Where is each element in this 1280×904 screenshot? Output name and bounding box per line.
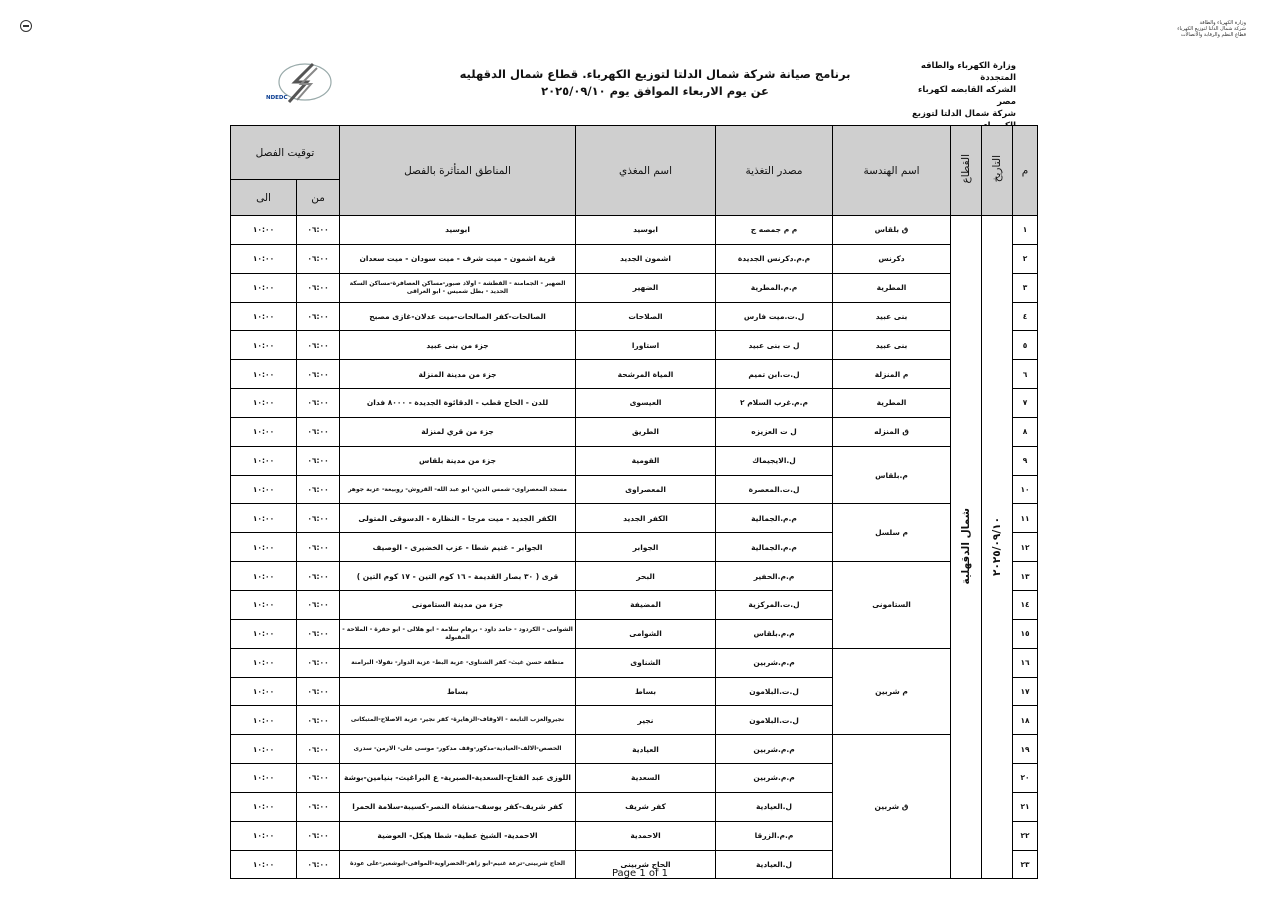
source-cell: م.م.الجمالية: [716, 533, 833, 562]
source-cell: م.م.بلقاس: [716, 619, 833, 648]
time-to-cell: ١٠:٠٠: [231, 389, 297, 418]
time-from-cell: ٠٦:٠٠: [297, 562, 340, 591]
page-footer: Page 1 of 1: [611, 868, 669, 879]
row-index: ١٢: [1013, 533, 1038, 562]
logo-text: NDEDC: [266, 95, 288, 101]
tiny-line: قطاع النظم والرقابة والاتصالات: [1180, 32, 1246, 38]
row-index: ٢٢: [1013, 821, 1038, 850]
time-from-cell: ٠٦:٠٠: [297, 273, 340, 302]
source-cell: م.م.شربين: [716, 648, 833, 677]
time-from-cell: ٠٦:٠٠: [297, 764, 340, 793]
areas-cell: الشوامى - الكردود - حامد داود - برهام سلامة - ابو هلالى - ابو حقرة - الملاحة - المقبولة: [340, 619, 576, 648]
circle-logo-icon: [20, 20, 32, 32]
row-index: ٢٠: [1013, 764, 1038, 793]
table-row: [231, 648, 1038, 677]
areas-cell: الضهير - الجمامنة - القطشة - اولاد صبور-مساكن العصافرة-مساكن السكة الحديد - بطل شميس - ابو العراقى: [340, 273, 576, 302]
time-to-cell: ١٠:٠٠: [231, 850, 297, 879]
time-from-cell: ٠٦:٠٠: [297, 648, 340, 677]
time-from-cell: ٠٦:٠٠: [297, 244, 340, 273]
feeder-cell: الكفر الجديد: [576, 504, 716, 533]
table-row: [231, 446, 1038, 475]
time-to-cell: ١٠:٠٠: [231, 706, 297, 735]
table-row: [231, 302, 1038, 331]
time-to-cell: ١٠:٠٠: [231, 475, 297, 504]
feeder-cell: المياة المرشحة: [576, 360, 716, 389]
date-value: ٢٠٢٥/٠٩/١٠: [991, 516, 1004, 576]
table-row: [231, 273, 1038, 302]
org-line: وزارة الكهرباء والطاقه المتجددة: [920, 61, 1016, 83]
time-from-cell: ٠٦:٠٠: [297, 706, 340, 735]
source-cell: م.م.الزرقا: [716, 821, 833, 850]
table-row: [231, 244, 1038, 273]
time-to-cell: ١٠:٠٠: [231, 619, 297, 648]
maintenance-schedule-table: [230, 125, 1038, 879]
feeder-cell: ابوسيد: [576, 216, 716, 245]
areas-cell: نجيروالعزب التابعة - الاوقاف-الزهايرة- كفر نجير- عزبة الاصلاح-المتبكانى: [340, 706, 576, 735]
areas-cell: بساط: [340, 677, 576, 706]
time-to-cell: ١٠:٠٠: [231, 562, 297, 591]
engineering-cell: م سلسل: [833, 504, 951, 562]
table-row: [231, 389, 1038, 418]
header-sector: القطاع: [951, 126, 982, 216]
row-index: ١٩: [1013, 735, 1038, 764]
areas-cell: مسجد المعصراوى- شمس الدين- ابو عبد الله- القروش- روبيعة- عزبة جوهر: [340, 475, 576, 504]
engineering-cell: المطرية: [833, 273, 951, 302]
areas-cell: قرية اشمون - ميت شرف - ميت سودان - ميت سعدان: [340, 244, 576, 273]
header-from: من: [297, 180, 340, 216]
source-cell: ل.ت.ميت فارس: [716, 302, 833, 331]
engineering-cell: بنى عبيد: [833, 302, 951, 331]
time-to-cell: ١٠:٠٠: [231, 590, 297, 619]
time-from-cell: ٠٦:٠٠: [297, 619, 340, 648]
row-index: ١٠: [1013, 475, 1038, 504]
areas-cell: كفر شريف-كفر يوسف-منشاة النصر-كسيبة-سلامة الحمرا: [340, 792, 576, 821]
org-line: شركة شمال الدلتا لتوزيع: [912, 109, 1016, 119]
time-from-cell: ٠٦:٠٠: [297, 417, 340, 446]
source-cell: ل ت بنى عبيد: [716, 331, 833, 360]
row-index: ١١: [1013, 504, 1038, 533]
feeder-cell: القومية: [576, 446, 716, 475]
time-to-cell: ١٠:٠٠: [231, 533, 297, 562]
source-cell: ل.العيادية: [716, 850, 833, 879]
areas-cell: للدن - الحاج قطب - الدقائوة الجديدة - ٨٠٠٠ فدان: [340, 389, 576, 418]
areas-cell: جزء من مدينة المنزلة: [340, 360, 576, 389]
feeder-cell: الطريق: [576, 417, 716, 446]
table-row: [231, 562, 1038, 591]
feeder-cell: البحر: [576, 562, 716, 591]
feeder-cell: المعصراوى: [576, 475, 716, 504]
organization-header: [898, 60, 1016, 132]
feeder-cell: بساط: [576, 677, 716, 706]
source-cell: ل ت العزيزه: [716, 417, 833, 446]
time-to-cell: ١٠:٠٠: [231, 216, 297, 245]
row-index: ١: [1013, 216, 1038, 245]
title-line-2: عن يوم الاربعاء الموافق يوم ٢٠٢٥/٠٩/١٠: [541, 84, 769, 98]
time-to-cell: ١٠:٠٠: [231, 821, 297, 850]
areas-cell: الحاج شربينى-ترعة غنيم-ابو زاهر-الخضراوية-الموافى-ابوشعير-على عودة: [340, 850, 576, 879]
feeder-cell: الجوابر: [576, 533, 716, 562]
source-cell: م.م.دكرنس الجديدة: [716, 244, 833, 273]
time-from-cell: ٠٦:٠٠: [297, 389, 340, 418]
table-row: [231, 360, 1038, 389]
time-from-cell: ٠٦:٠٠: [297, 504, 340, 533]
row-index: ١٥: [1013, 619, 1038, 648]
time-from-cell: ٠٦:٠٠: [297, 302, 340, 331]
time-to-cell: ١٠:٠٠: [231, 331, 297, 360]
engineering-cell: دكرنس: [833, 244, 951, 273]
time-from-cell: ٠٦:٠٠: [297, 331, 340, 360]
time-from-cell: ٠٦:٠٠: [297, 850, 340, 879]
areas-cell: الاحمدية- الشيخ عطية- شطا هيكل- العوضية: [340, 821, 576, 850]
source-cell: م.م.الجمالية: [716, 504, 833, 533]
header-engineering: اسم الهندسة: [833, 126, 951, 216]
engineering-cell: ق شربين: [833, 735, 951, 879]
areas-cell: جزء من مدينة بلقاس: [340, 446, 576, 475]
feeder-cell: السعدية: [576, 764, 716, 793]
engineering-cell: الستامونى: [833, 562, 951, 649]
ministry-small-header: [1156, 20, 1246, 38]
source-cell: ل.ت.المركزية: [716, 590, 833, 619]
time-from-cell: ٠٦:٠٠: [297, 821, 340, 850]
row-index: ١٦: [1013, 648, 1038, 677]
source-cell: م.م.شربين: [716, 735, 833, 764]
tiny-line: شركة شمال الدلتا لتوزيع الكهرباء: [1177, 26, 1246, 32]
source-cell: ل.ت.ابن تميم: [716, 360, 833, 389]
table-row: [231, 417, 1038, 446]
header-source: مصدر التغذية: [716, 126, 833, 216]
feeder-cell: الشوامى: [576, 619, 716, 648]
row-index: ٩: [1013, 446, 1038, 475]
time-from-cell: ٠٦:٠٠: [297, 735, 340, 764]
sector-cell: [951, 216, 982, 879]
engineering-cell: ق المنزله: [833, 417, 951, 446]
source-cell: ل.ت.البلامون: [716, 706, 833, 735]
row-index: ٤: [1013, 302, 1038, 331]
source-cell: ل.الايجيماك: [716, 446, 833, 475]
source-cell: م.م.غرب السلام ٢: [716, 389, 833, 418]
time-to-cell: ١٠:٠٠: [231, 446, 297, 475]
feeder-cell: العيادية: [576, 735, 716, 764]
areas-cell: الجوابر - غنيم شطا - عزب الخضيرى - الوصيف: [340, 533, 576, 562]
header-feeder: اسم المغذي: [576, 126, 716, 216]
engineering-cell: م المنزلة: [833, 360, 951, 389]
source-cell: ل.العيادية: [716, 792, 833, 821]
areas-cell: منطقة حسن غيث- كفر الشناوى- عزبة البط- عزبة الدوار- نقولا- البرامنة: [340, 648, 576, 677]
areas-cell: اللوزى عبد الفتاح-السعدية-الصبرية- ع البراغيث- بنيامين-بوشة: [340, 764, 576, 793]
row-index: ٢١: [1013, 792, 1038, 821]
time-to-cell: ١٠:٠٠: [231, 677, 297, 706]
time-to-cell: ١٠:٠٠: [231, 792, 297, 821]
areas-cell: قرى ( ٣٠ بصار القديمة - ١٦ كوم التين - ١٧ كوم التين ): [340, 562, 576, 591]
header-areas: المناطق المتأثرة بالفصل: [340, 126, 576, 216]
time-from-cell: ٠٦:٠٠: [297, 475, 340, 504]
sector-value: شمال الدقهلية: [960, 507, 973, 585]
time-to-cell: ١٠:٠٠: [231, 273, 297, 302]
row-index: ١٤: [1013, 590, 1038, 619]
time-from-cell: ٠٦:٠٠: [297, 792, 340, 821]
time-to-cell: ١٠:٠٠: [231, 417, 297, 446]
source-cell: م.م.الحفير: [716, 562, 833, 591]
feeder-cell: العيسوى: [576, 389, 716, 418]
areas-cell: الصالحات-كفر الصالحات-ميت عدلان-غازى مصبح: [340, 302, 576, 331]
feeder-cell: نجير: [576, 706, 716, 735]
row-index: ٣: [1013, 273, 1038, 302]
feeder-cell: الحاج شربينى: [576, 850, 716, 879]
row-index: ٥: [1013, 331, 1038, 360]
source-cell: ل.ت.المعصرة: [716, 475, 833, 504]
row-index: ٧: [1013, 389, 1038, 418]
feeder-cell: الاحمدية: [576, 821, 716, 850]
areas-cell: الكفر الجديد - ميت مرجا - النظارة - الدسوقى المتولى: [340, 504, 576, 533]
row-index: ٦: [1013, 360, 1038, 389]
engineering-cell: م شربين: [833, 648, 951, 735]
time-from-cell: ٠٦:٠٠: [297, 590, 340, 619]
document-title: [440, 66, 870, 100]
feeder-cell: الشناوى: [576, 648, 716, 677]
time-to-cell: ١٠:٠٠: [231, 504, 297, 533]
engineering-cell: المطرية: [833, 389, 951, 418]
time-to-cell: ١٠:٠٠: [231, 360, 297, 389]
areas-cell: جزء من قري لمنزلة: [340, 417, 576, 446]
time-to-cell: ١٠:٠٠: [231, 764, 297, 793]
header-time-group: توقيت الفصل: [231, 126, 340, 180]
feeder-cell: الضهير: [576, 273, 716, 302]
header-index: م: [1013, 126, 1038, 216]
row-index: ١٣: [1013, 562, 1038, 591]
source-cell: ل.ت.البلامون: [716, 677, 833, 706]
row-index: ٢٣: [1013, 850, 1038, 879]
title-line-1: برنامج صيانة شركة شمال الدلتا لتوزيع الكهرباء. قطاع شمال الدقهليه: [459, 67, 851, 81]
header-to: الى: [231, 180, 297, 216]
areas-cell: جزء من بنى عبيد: [340, 331, 576, 360]
row-index: ٨: [1013, 417, 1038, 446]
date-cell: [982, 216, 1013, 879]
time-from-cell: ٠٦:٠٠: [297, 446, 340, 475]
areas-cell: جزء من مدينة الستامونى: [340, 590, 576, 619]
table-row: [231, 216, 1038, 245]
time-to-cell: ١٠:٠٠: [231, 244, 297, 273]
row-index: ١٨: [1013, 706, 1038, 735]
time-to-cell: ١٠:٠٠: [231, 735, 297, 764]
areas-cell: ابوسيد: [340, 216, 576, 245]
time-to-cell: ١٠:٠٠: [231, 302, 297, 331]
feeder-cell: كفر شريف: [576, 792, 716, 821]
time-to-cell: ١٠:٠٠: [231, 648, 297, 677]
org-line: الشركه القابضه لكهرباء مصر: [918, 85, 1016, 107]
areas-cell: الحصص-الالف-العيادية-مدكور-وقف مدكور- موسى على- الارمن- سدرى: [340, 735, 576, 764]
header-date: التاريخ: [982, 126, 1013, 216]
feeder-cell: الصلاحات: [576, 302, 716, 331]
row-index: ٢: [1013, 244, 1038, 273]
engineering-cell: م.بلقاس: [833, 446, 951, 504]
feeder-cell: استاورا: [576, 331, 716, 360]
time-from-cell: ٠٦:٠٠: [297, 360, 340, 389]
engineering-cell: بنى عبيد: [833, 331, 951, 360]
table-row: [231, 504, 1038, 533]
table-row: [231, 735, 1038, 764]
engineering-cell: ق بلقاس: [833, 216, 951, 245]
time-from-cell: ٠٦:٠٠: [297, 677, 340, 706]
time-from-cell: ٠٦:٠٠: [297, 216, 340, 245]
time-from-cell: ٠٦:٠٠: [297, 533, 340, 562]
row-index: ١٧: [1013, 677, 1038, 706]
source-cell: م.م.المطرية: [716, 273, 833, 302]
source-cell: م م جمصه ج: [716, 216, 833, 245]
tiny-line: وزارة الكهرباء والطاقة: [1199, 20, 1246, 26]
source-cell: م.م.شربين: [716, 764, 833, 793]
feeder-cell: اشمون الجديد: [576, 244, 716, 273]
feeder-cell: المضيفة: [576, 590, 716, 619]
table-row: [231, 331, 1038, 360]
